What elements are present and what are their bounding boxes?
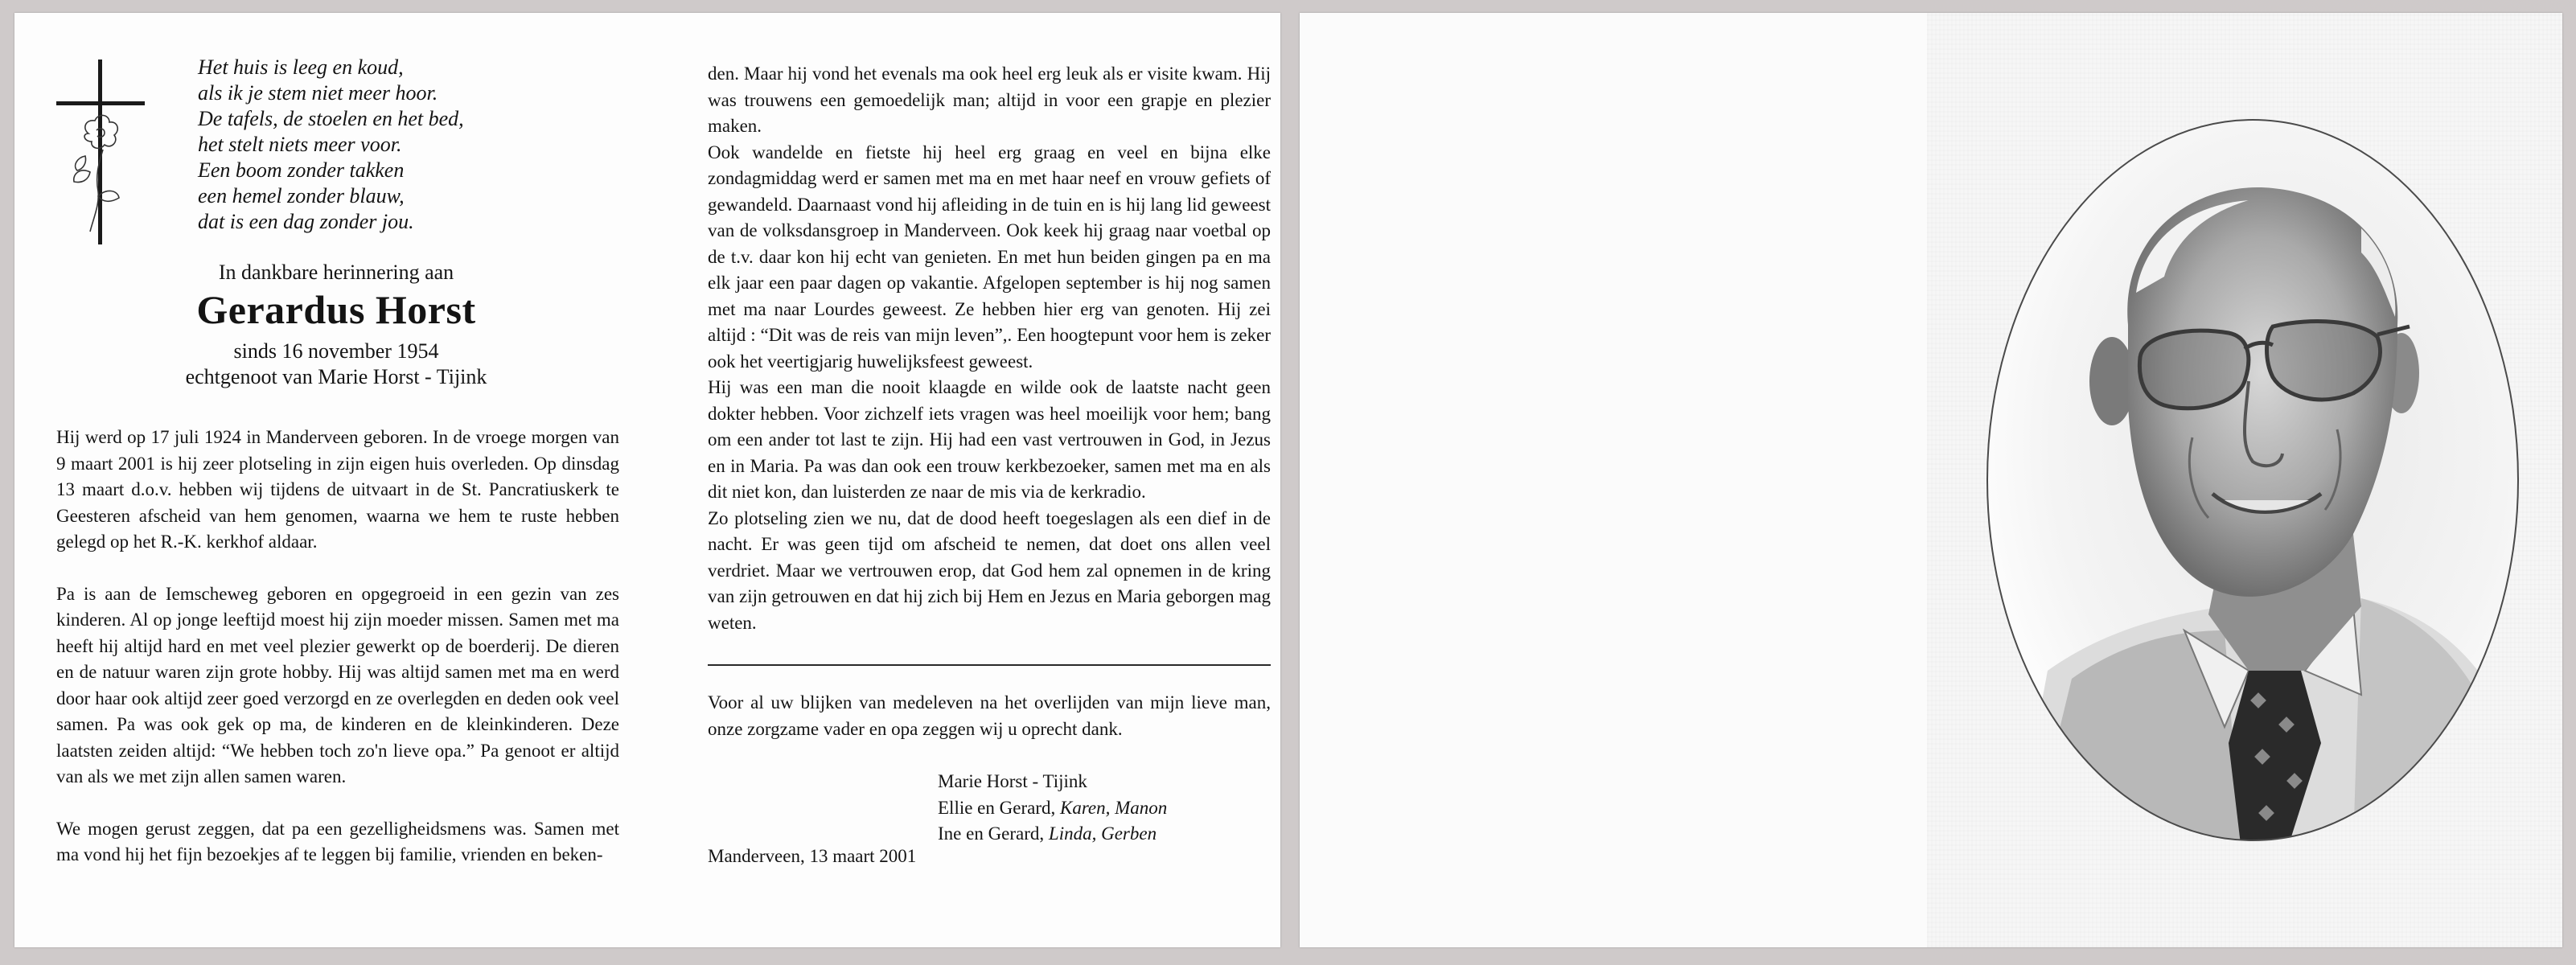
poem [198,55,648,235]
poem-line: een hemel zonder blauw, [198,184,405,207]
deceased-name: Gerardus Horst [196,287,476,332]
paragraph: Zo plotseling zien we nu, dat de dood heeft toegeslagen als een dief in de nacht. Er was geen tijd om afscheid te nemen, dat doet ons allen veel verdriet. Maar we vertrouwen erop, dat God hem zal opnemen in de kring van zijn getrouwen en dat hij zich bij Hem en Jezus en Maria geborgen mag weten. [708,507,1271,633]
card-photo-page [1300,13,2562,947]
signer-names: Ine en Gerard, [938,823,1049,844]
poem-line: Het huis is leeg en koud, [198,55,404,79]
grandchildren-names: Linda, Gerben [1048,823,1157,844]
place-date: Manderveen, 13 maart 2001 [708,846,917,866]
memory-line: In dankbare herinnering aan [218,261,454,284]
signer-names: Ellie en Gerard, [938,797,1060,818]
signer-line: Marie Horst - Tijink [938,771,1087,791]
card-text-page [14,13,1280,947]
portrait-photo [1983,116,2522,844]
paragraph: We mogen gerust zeggen, dat pa een gezelligheidsmens was. Samen met ma vond hij het fijn bezoekjes af te leggen bij familie, vrienden en beken- [56,818,619,864]
text-column-right [708,61,1271,636]
paragraph: den. Maar hij vond het evenals ma ook heel erg leuk als er visite kwam. Hij was trouwens een gemoedelijk man; altijd in voor een grapje en plezier maken. [708,64,1271,136]
paragraph: Ook wandelde en fietste hij heel erg graag en veel en bijna elke zondagmiddag werd er samen met ma en met haar neef en vrouw gefiets of gewandeld. Daarnaast vond hij afleiding in de tuin en is hij lang lid geweest van de volksdansgroep in Manderveen. Ook keek hij graag naar voetbal op de t.v. daar kon hij echt van genieten. En met hun beiden gingen pa en ma elk jaar een paar dagen op vakantie. Afgelopen september is hij nog samen met ma naar Lourdes geweest. Ze hebben hier erg van genoten. Hij zei altijd : “Dit was de reis van mijn leven”,. Een hoogtepunt voor hem is zeker ook het veertigjarig huwelijksfeest geweest. [708,142,1271,372]
paragraph: Pa is aan de Iemscheweg geboren en opgegroeid in een gezin van zes kinderen. Al op jonge leeftijd moest hij zijn moeder missen. Samen met ma heeft hij altijd hard en met veel plezier gewerkt op de boerderij. De dieren en de natuur waren zijn grote hobby. Hij was altijd samen met ma en werd door haar ook altijd zeer goed verzorgd en ze overlegden en deden ook veel samen. Pa was ook gek op ma, de kinderen en de kleinkinderen. Deze laatsten zeiden altijd: “We hebben toch zo'n lieve opa.” Pa genoot er altijd van als we met zijn allen samen waren. [56,583,619,786]
poem-line: het stelt niets meer voor. [198,133,402,156]
cross-with-rose-icon [56,60,145,253]
grandchildren-names: Karen, Manon [1059,797,1168,818]
spouse-line: echtgenoot van Marie Horst - Tijink [185,365,487,388]
divider [708,664,1271,666]
signers [938,769,1167,848]
marriage-date: sinds 16 november 1954 [233,339,439,363]
thanks-text: Voor al uw blijken van medeleven na het overlijden van mijn lieve man, onze zorgzame vader en opa zeggen wij u oprecht dank. [708,692,1271,739]
paragraph: Hij werd op 17 juli 1924 in Manderveen geboren. In de vroege morgen van 9 maart 2001 is hij zeer plotseling in zijn eigen huis overleden. Op dinsdag 13 maart d.o.v. hebben wij tijdens de uitvaart in de St. Pancratiuskerk te Geesteren afscheid van hem genomen, waarna we hem te ruste hebben gelegd op het R.-K. kerkhof aldaar. [56,427,619,552]
paragraph: Hij was een man die nooit klaagde en wilde ook de laatste nacht geen dokter hebben. Voor zichzelf iets vragen was heel moeilijk voor hem; bang om een ander tot last te zijn. Hij had een vast vertrouwen in God, in Jezus en in Maria. Pa was dan ook een trouw kerkbezoeker, samen met ma en als dit niet kon, dan luisterden ze naar de mis via de kerkradio. [708,377,1271,502]
signer-line [938,795,1167,822]
poem-line: De tafels, de stoelen en het bed, [198,107,464,130]
poem-line: dat is een dag zonder jou. [198,210,414,233]
poem-line: als ik je stem niet meer hoor. [198,81,438,105]
poem-line: Een boom zonder takken [198,158,405,182]
signer-line [938,821,1167,848]
text-column-left [56,425,619,868]
